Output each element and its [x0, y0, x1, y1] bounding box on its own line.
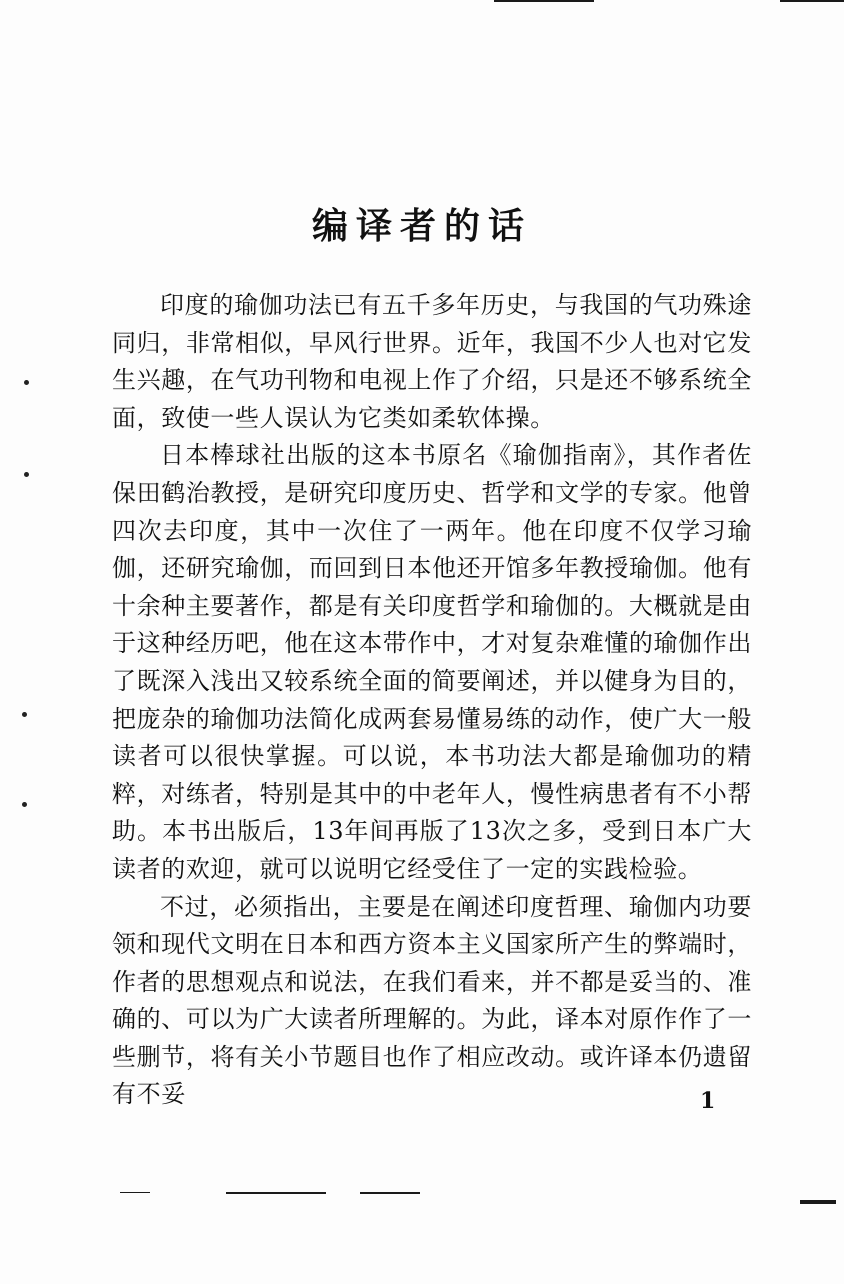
top-rule-left [494, 0, 594, 2]
body-text [112, 287, 752, 1114]
page-title: 编译者的话 [311, 206, 532, 247]
margin-mark [22, 802, 27, 807]
bottom-rule [800, 1200, 836, 1204]
paragraph-2: 日本棒球社出版的这本书原名《瑜伽指南》，其作者佐保田鹤治教授，是研究印度历史、哲学和文学的专家。他曾四次去印度，其中一次住了一两年。他在印度不仅学习瑜伽，还研究瑜伽，而回到日本他还开馆多年教授瑜伽。他有十余种主要著作，都是有关印度哲学和瑜伽的。大概就是由于这种经历吧，他在这本带作中，才对复杂难懂的瑜伽作出了既深入浅出又较系统全面的简要阐述，并以健身为目的，把庞杂的瑜伽功法简化成两套易懂易练的动作，使广大一般读者可以很快掌握。可以说，本书功法大都是瑜伽功的精粹，对练者，特别是其中的中老年人，慢性病患者有不小帮助。本书出版后，13年间再版了13次之多，受到日本广大读者的欢迎，就可以说明它经受住了一定的实践检验。 [112, 441, 752, 883]
margin-mark [24, 472, 29, 477]
bottom-rule [360, 1192, 420, 1194]
margin-mark [24, 380, 29, 385]
bottom-rule [226, 1192, 326, 1194]
bottom-rule [120, 1192, 150, 1193]
paragraph-3: 不过，必须指出，主要是在阐述印度哲理、瑜伽内功要领和现代文明在日本和西方资本主义国家所产生的弊端时，作者的思想观点和说法，在我们看来，并不都是妥当的、准确的、可以为广大读者所理解的。为此，译本对原作作了一些删节，将有关小节题目也作了相应改动。或许译本仍遗留有不妥 [112, 892, 752, 1109]
page-number: 1 [700, 1088, 716, 1114]
top-rule-right [780, 0, 844, 2]
margin-mark [22, 712, 27, 717]
paragraph-1: 印度的瑜伽功法已有五千多年历史，与我国的气功殊途同归，非常相似，早风行世界。近年，我国不少人也对它发生兴趣，在气功刊物和电视上作了介绍，只是还不够系统全面，致使一些人误认为它类如柔软体操。 [112, 291, 752, 432]
